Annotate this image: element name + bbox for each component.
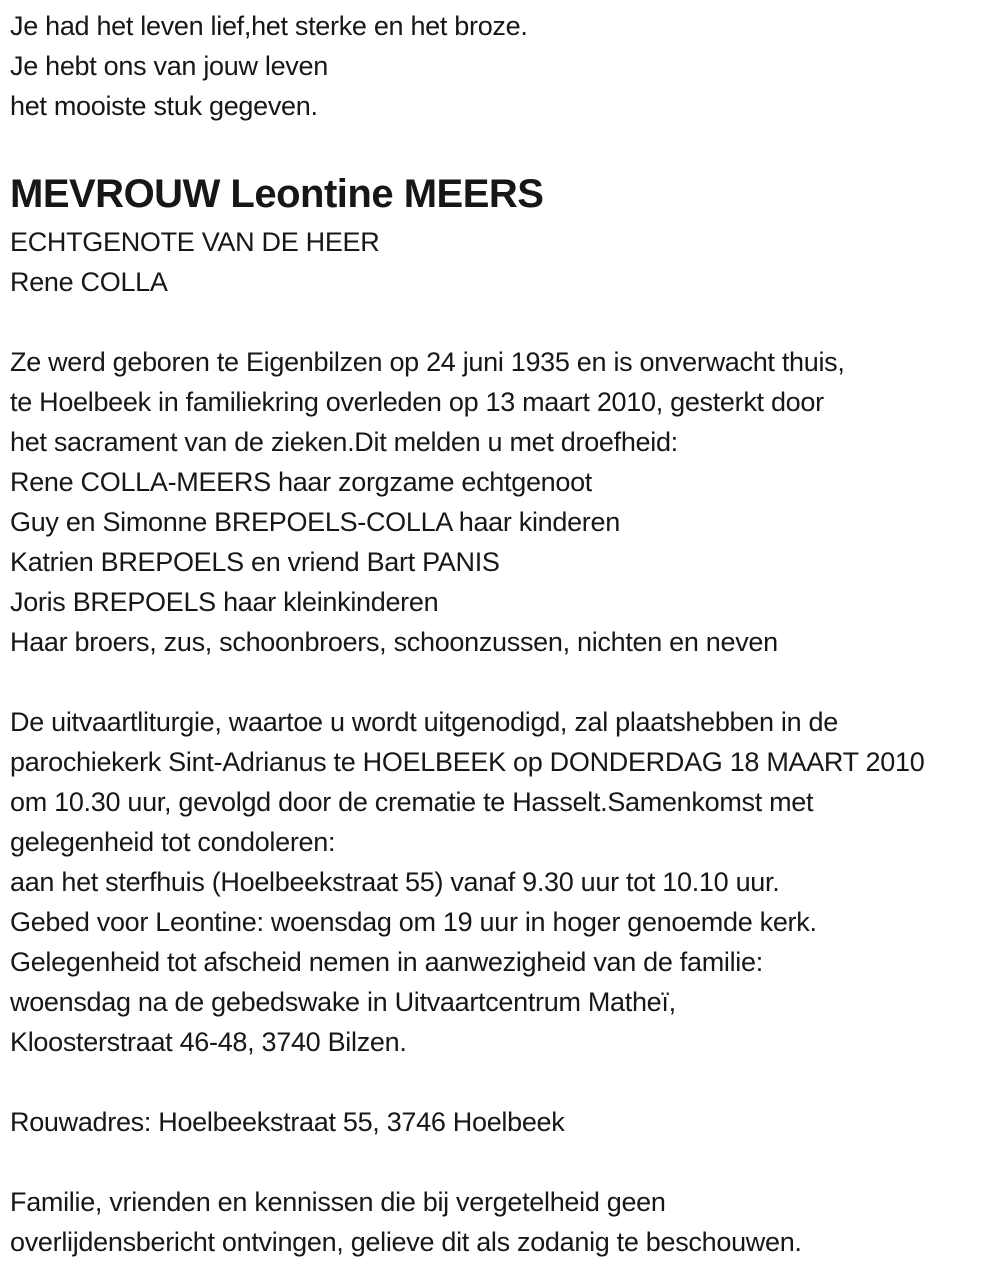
family-member-line: Rene COLLA-MEERS haar zorgzame echtgenoot xyxy=(10,467,593,497)
announcement-line: te Hoelbeek in familiekring overleden op 13 maart 2010, gesterkt door xyxy=(10,387,824,417)
deceased-relation: ECHTGENOTE VAN DE HEER xyxy=(10,227,380,257)
announcement-line: het sacrament van de zieken.Dit melden u met droefheid: xyxy=(10,427,678,457)
poem-line: Je had het leven lief,het sterke en het broze. xyxy=(10,11,528,41)
service-line: om 10.30 uur, gevolgd door de crematie te Hasselt.Samenkomst met xyxy=(10,787,814,817)
spouse-name: Rene COLLA xyxy=(10,267,168,297)
service-line: De uitvaartliturgie, waartoe u wordt uitgenodigd, zal plaatshebben in de xyxy=(10,707,838,737)
service-line: Kloosterstraat 46-48, 3740 Bilzen. xyxy=(10,1027,407,1057)
family-member-line: Haar broers, zus, schoonbroers, schoonzussen, nichten en neven xyxy=(10,627,778,657)
poem-line: Je hebt ons van jouw leven xyxy=(10,51,328,81)
mourning-address: Rouwadres: Hoelbeekstraat 55, 3746 Hoelbeek xyxy=(10,1107,565,1137)
service-line: Gelegenheid tot afscheid nemen in aanwezigheid van de familie: xyxy=(10,947,763,977)
closing-paragraph xyxy=(10,1182,990,1262)
announcement-paragraph xyxy=(10,342,990,662)
service-paragraph xyxy=(10,702,990,1062)
announcement-line: Ze werd geboren te Eigenbilzen op 24 juni 1935 en is onverwacht thuis, xyxy=(10,347,845,377)
family-member-line: Guy en Simonne BREPOELS-COLLA haar kinderen xyxy=(10,507,620,537)
family-member-line: Katrien BREPOELS en vriend Bart PANIS xyxy=(10,547,500,577)
family-member-line: Joris BREPOELS haar kleinkinderen xyxy=(10,587,439,617)
service-line: aan het sterfhuis (Hoelbeekstraat 55) vanaf 9.30 uur tot 10.10 uur. xyxy=(10,867,780,897)
closing-line: Familie, vrienden en kennissen die bij vergetelheid geen xyxy=(10,1187,666,1217)
deceased-name-title: MEVROUW Leontine MEERS xyxy=(10,172,544,216)
service-line: parochiekerk Sint-Adrianus te HOELBEEK op DONDERDAG 18 MAART 2010 xyxy=(10,747,925,777)
service-line: gelegenheid tot condoleren: xyxy=(10,827,336,857)
poem-verse xyxy=(10,6,990,126)
service-line: woensdag na de gebedswake in Uitvaartcentrum Matheï, xyxy=(10,987,676,1017)
poem-line: het mooiste stuk gegeven. xyxy=(10,91,318,121)
closing-line: overlijdensbericht ontvingen, gelieve dit als zodanig te beschouwen. xyxy=(10,1227,802,1257)
service-line: Gebed voor Leontine: woensdag om 19 uur in hoger genoemde kerk. xyxy=(10,907,817,937)
